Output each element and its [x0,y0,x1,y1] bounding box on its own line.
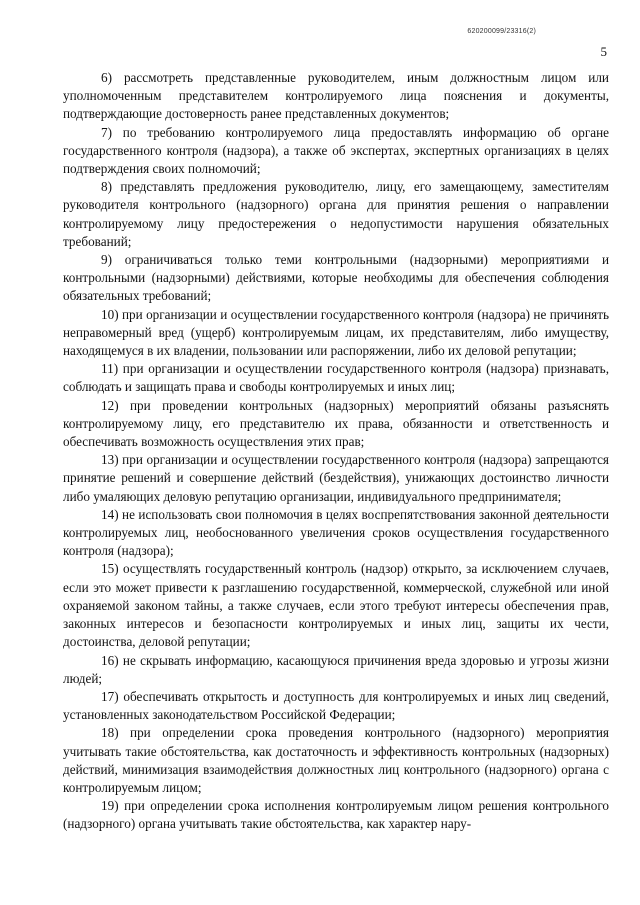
paragraph-17: 17) обеспечивать открытость и доступность для контролируемых и иных лиц сведений, установленных законодательством Российской Федерации; [63,688,609,723]
paragraph-14: 14) не использовать свои полномочия в целях воспрепятствования законной деятельности контролируемых лиц, необоснованного увеличения сроков осуществления государственного контроля (надзора); [63,506,609,559]
document-code: 620200099/23316(2) [467,28,536,35]
paragraph-7: 7) по требованию контролируемого лица предоставлять информацию об органе государственного контроля (надзора), а также об экспертах, экспертных организациях в целях подтверждения своих полномочий; [63,124,609,177]
paragraph-10: 10) при организации и осуществлении государственного контроля (надзора) не причинять неправомерный вред (ущерб) контролируемым лицам, их представителям, либо имуществу, находящемуся в их владении, пользовании или распоряжении, либо их деловой репутации; [63,306,609,359]
document-body [63,69,609,834]
paragraph-11: 11) при организации и осуществлении государственного контроля (надзора) признавать, соблюдать и защищать права и свободы контролируемых и иных лиц; [63,361,609,395]
paragraph-9: 9) ограничиваться только теми контрольными (надзорными) мероприятиями и контрольными (надзорными) действиями, которые необходимы для обеспечения соблюдения обязательных требований; [63,252,609,304]
paragraph-18: 18) при определении срока проведения контрольного (надзорного) мероприятия учитывать такие обстоятельства, как достаточность и эффективность контрольных (надзорных) действий, минимизация взаимодействия должностных лиц контрольного (надзорного) органа с контролируемым лицом; [63,725,609,795]
paragraph-6: 6) рассмотреть представленные руководителем, иным должностным лицом или уполномоченным представителем контролируемого лица пояснения и документы, подтверждающие достоверность ранее представленных документов; [63,70,609,122]
paragraph-12: 12) при проведении контрольных (надзорных) мероприятий обязаны разъяснять контролируемому лицу, его представителю их права, обязанности и ответственность и обеспечивать возможность осуществления этих прав; [63,397,609,450]
paragraph-15: 15) осуществлять государственный контроль (надзор) открыто, за исключением случаев, если это может привести к разглашению государственной, коммерческой, служебной или иной охраняемой законом тайны, а также случаев, если этого требуют интересы обеспечения прав, законных интересов и безопасности контролируемых и иных лиц, защиты их чести, достоинства, деловой репутации; [63,561,609,650]
paragraph-8: 8) представлять предложения руководителю, лицу, его замещающему, заместителям руководителя контрольного (надзорного) органа для принятия решения о направлении контролируемому лицу предостережения о недопустимости нарушения обязательных требований; [63,179,609,249]
paragraph-19: 19) при определении срока исполнения контролируемым лицом решения контрольного (надзорного) органа учитывать такие обстоятельства, как характер нару- [63,798,609,832]
paragraph-13: 13) при организации и осуществлении государственного контроля (надзора) запрещаются принятие решений и совершение действий (бездействия), унижающих достоинство личности либо умаляющих деловую репутацию организации, индивидуального предпринимателя; [63,452,609,504]
page-number: 5 [600,44,607,59]
paragraph-16: 16) не скрывать информацию, касающуюся причинения вреда здоровью и угрозы жизни людей; [63,652,609,686]
